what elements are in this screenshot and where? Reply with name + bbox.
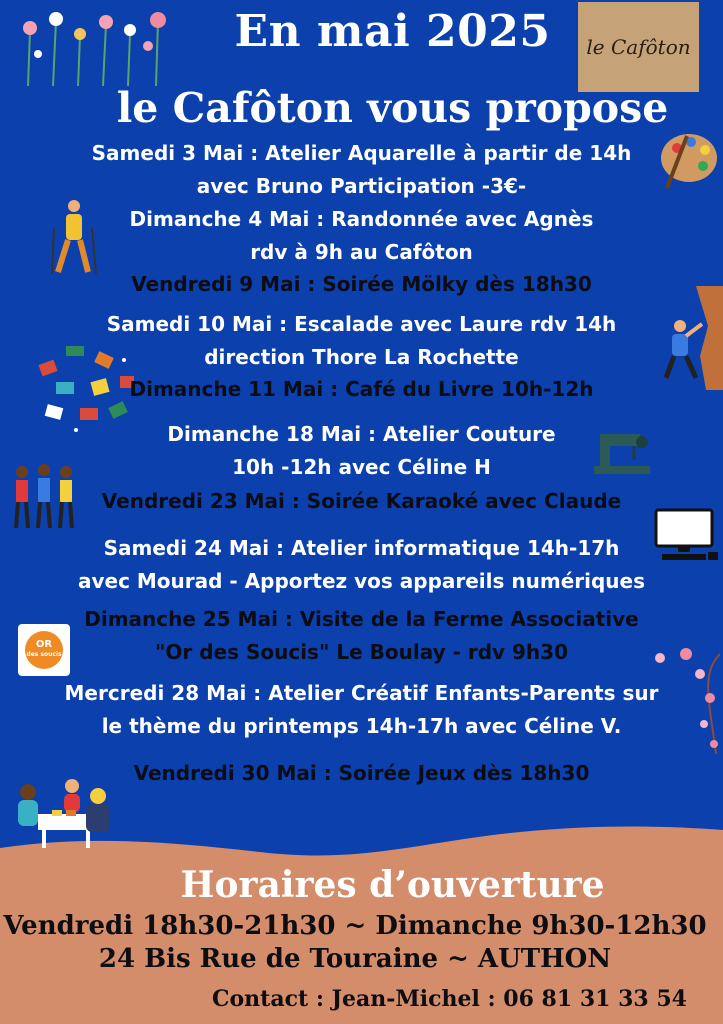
event-line: Dimanche 18 Mai : Atelier Couture: [167, 422, 556, 446]
event-line: rdv à 9h au Cafôton: [250, 240, 473, 264]
or-logo-line1: OR: [35, 639, 53, 650]
event-line: Samedi 3 Mai : Atelier Aquarelle à partir de 14h: [91, 141, 632, 165]
event-item: [0, 757, 723, 790]
opening-hours-line: Vendredi 18h30-21h30 ~ Dimanche 9h30-12h30: [3, 911, 707, 941]
event-line: avec Bruno Participation -3€-: [196, 174, 527, 198]
event-line: "Or des Soucis" Le Boulay - rdv 9h30: [154, 640, 569, 664]
address-line: 24 Bis Rue de Touraine ~ AUTHON: [98, 944, 612, 974]
page-subtitle: le Cafôton vous propose: [116, 84, 669, 132]
event-line: Dimanche 25 Mai : Visite de la Ferme Associative: [84, 607, 639, 631]
event-line: Vendredi 30 Mai : Soirée Jeux dès 18h30: [133, 761, 590, 785]
contact-line: Contact : Jean-Michel : 06 81 31 33 54: [212, 986, 687, 1012]
event-item: [0, 532, 723, 598]
event-line: avec Mourad - Apportez vos appareils numériques: [77, 569, 646, 593]
logo-text: le Cafôton: [586, 35, 691, 59]
event-line: le thème du printemps 14h-17h avec Céline V.: [101, 714, 622, 738]
event-item: [0, 603, 723, 669]
event-item: [0, 373, 723, 406]
event-item: [0, 203, 723, 269]
event-line: Vendredi 23 Mai : Soirée Karaoké avec Claude: [101, 489, 622, 513]
event-item: [0, 677, 723, 743]
opening-hours: [0, 910, 710, 976]
event-line: Samedi 24 Mai : Atelier informatique 14h-17h: [103, 536, 620, 560]
event-item: [0, 418, 723, 484]
event-item: [0, 308, 723, 374]
event-item: [0, 268, 723, 301]
opening-hours-title: Horaires d’ouverture: [180, 864, 605, 906]
event-line: Mercredi 28 Mai : Atelier Créatif Enfants-Parents sur: [64, 681, 659, 705]
event-item: [0, 137, 723, 203]
event-line: Vendredi 9 Mai : Soirée Mölky dès 18h30: [131, 272, 592, 296]
or-logo-line2: des soucis: [26, 651, 62, 658]
event-line: Dimanche 4 Mai : Randonnée avec Agnès: [129, 207, 594, 231]
event-line: Samedi 10 Mai : Escalade avec Laure rdv 14h: [106, 312, 617, 336]
event-item: [0, 485, 723, 518]
event-line: 10h -12h avec Céline H: [232, 455, 491, 479]
event-line: direction Thore La Rochette: [204, 345, 519, 369]
page-title: En mai 2025: [234, 6, 551, 57]
event-line: Dimanche 11 Mai : Café du Livre 10h-12h: [129, 377, 594, 401]
